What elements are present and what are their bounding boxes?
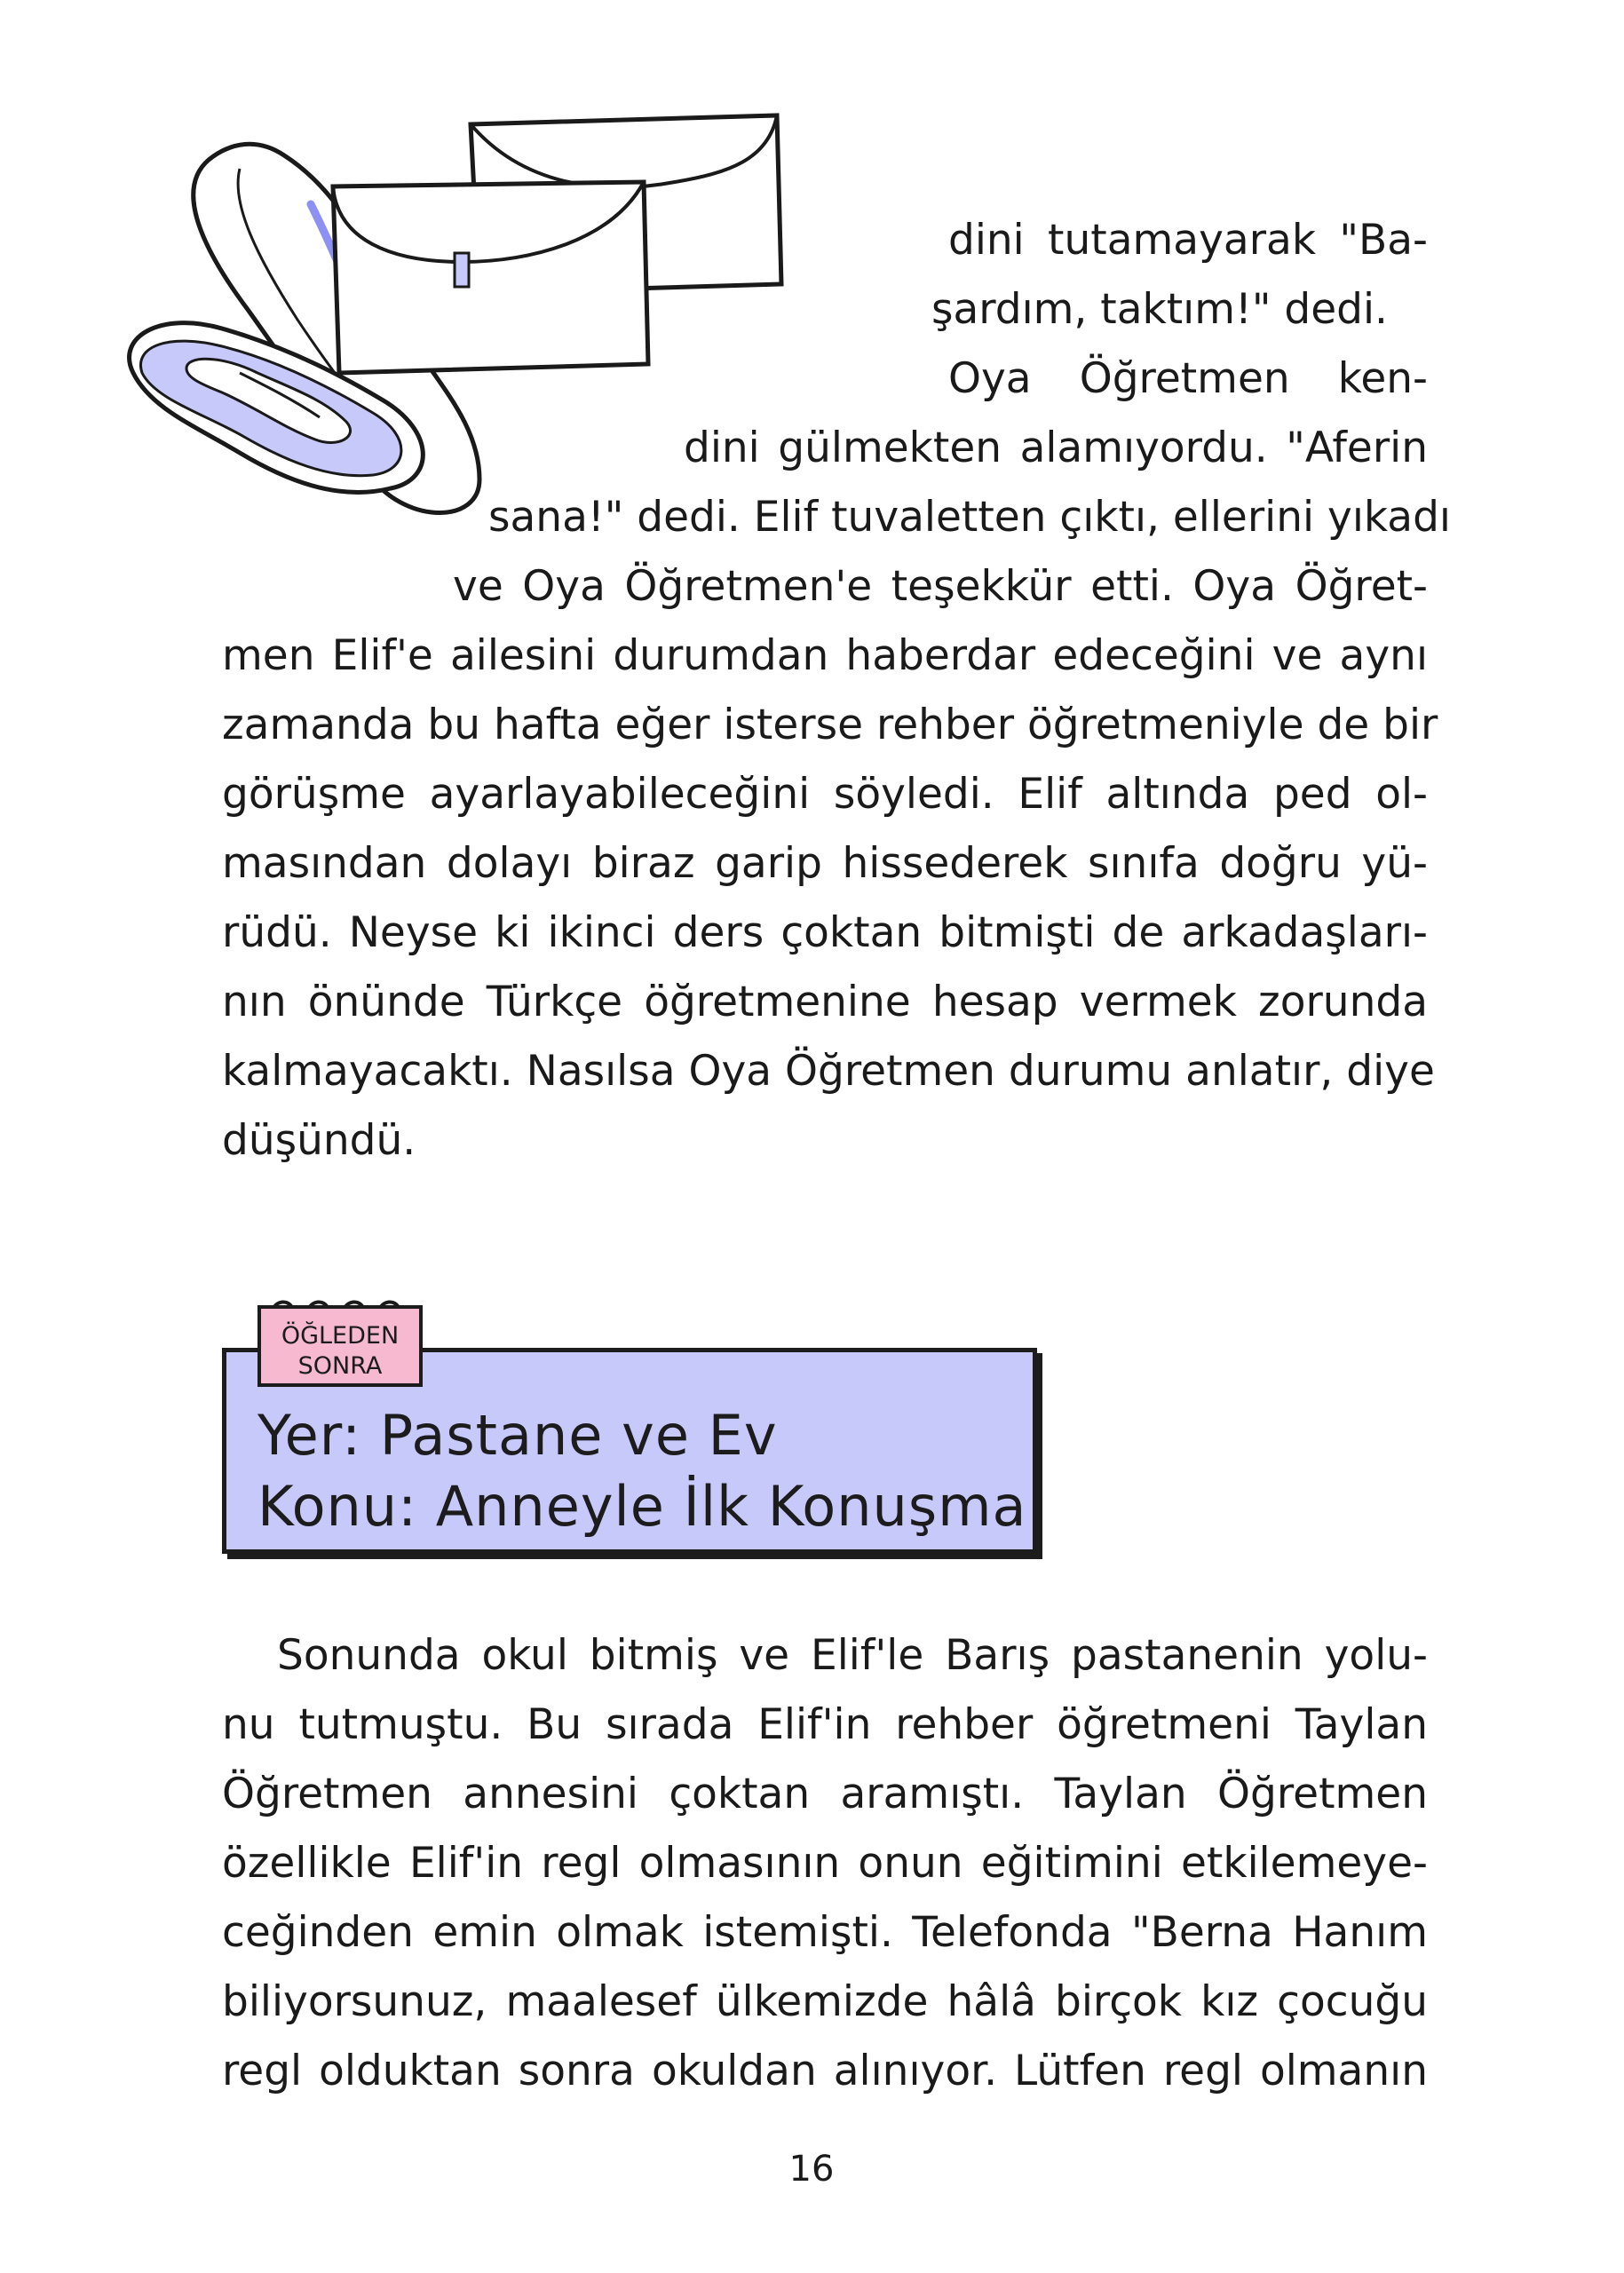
text-line: Sonunda okul bitmiş ve Elif'le Barış pastanenin yolu- [277, 1631, 1428, 1680]
pad-wrapper-icon [333, 182, 648, 373]
text-line: Oya Öğretmen ken- [948, 354, 1428, 403]
text-line: dini tutamayarak "Ba- [948, 216, 1428, 265]
text-line: ceğinden emin olmak istemişti. Telefonda "Berna Hanım [222, 1908, 1428, 1957]
text-line: nın önünde Türkçe öğretmenine hesap vermek zorunda [222, 978, 1428, 1026]
text-line: sana!" dedi. Elif tuvaletten çıktı, ellerini yıkadı [488, 493, 1451, 542]
text-line: Öğretmen annesini çoktan aramıştı. Taylan Öğretmen [222, 1770, 1428, 1818]
text-line: görüşme ayarlayabileceğini söyledi. Elif altında ped ol- [222, 770, 1428, 819]
time-tab-line: ÖĞLEDEN [281, 1322, 400, 1350]
text-line: biliyorsunuz, maalesef ülkemizde hâlâ birçok kız çocuğu [222, 1977, 1428, 2026]
text-line: masından dolayı biraz garip hissederek sınıfa doğru yü- [222, 839, 1428, 888]
text-line: düşündü. [222, 1116, 416, 1165]
time-tab [257, 1305, 423, 1387]
text-line: şardım, taktım!" dedi. [931, 285, 1388, 334]
text-line: nu tutmuştu. Bu sırada Elif'in rehber öğretmeni Taylan [222, 1700, 1428, 1749]
time-tab-line: SONRA [297, 1352, 383, 1380]
page-number: 16 [788, 2149, 835, 2190]
text-line: zamanda bu hafta eğer isterse rehber öğretmeniyle de bir [222, 701, 1438, 749]
text-line: rüdü. Neyse ki ikinci ders çoktan bitmişti de arkadaşları- [222, 908, 1428, 957]
note-place: Yer: Pastane ve Ev [257, 1403, 778, 1468]
text-line: men Elif'e ailesini durumdan haberdar edeceğini ve aynı [222, 631, 1428, 680]
text-line: regl olduktan sonra okuldan alınıyor. Lütfen regl olmanın [222, 2047, 1428, 2095]
text-line: kalmayacaktı. Nasılsa Oya Öğretmen durumu anlatır, diye [222, 1047, 1435, 1096]
note-topic: Konu: Anneyle İlk Konuşma [257, 1474, 1027, 1539]
text-line: özellikle Elif'in regl olmasının onun eğitimini etkilemeye- [222, 1839, 1428, 1888]
text-line: ve Oya Öğretmen'e teşekkür etti. Oya Öğret- [453, 562, 1428, 611]
text-line: dini gülmekten alamıyordu. "Aferin [684, 424, 1428, 472]
